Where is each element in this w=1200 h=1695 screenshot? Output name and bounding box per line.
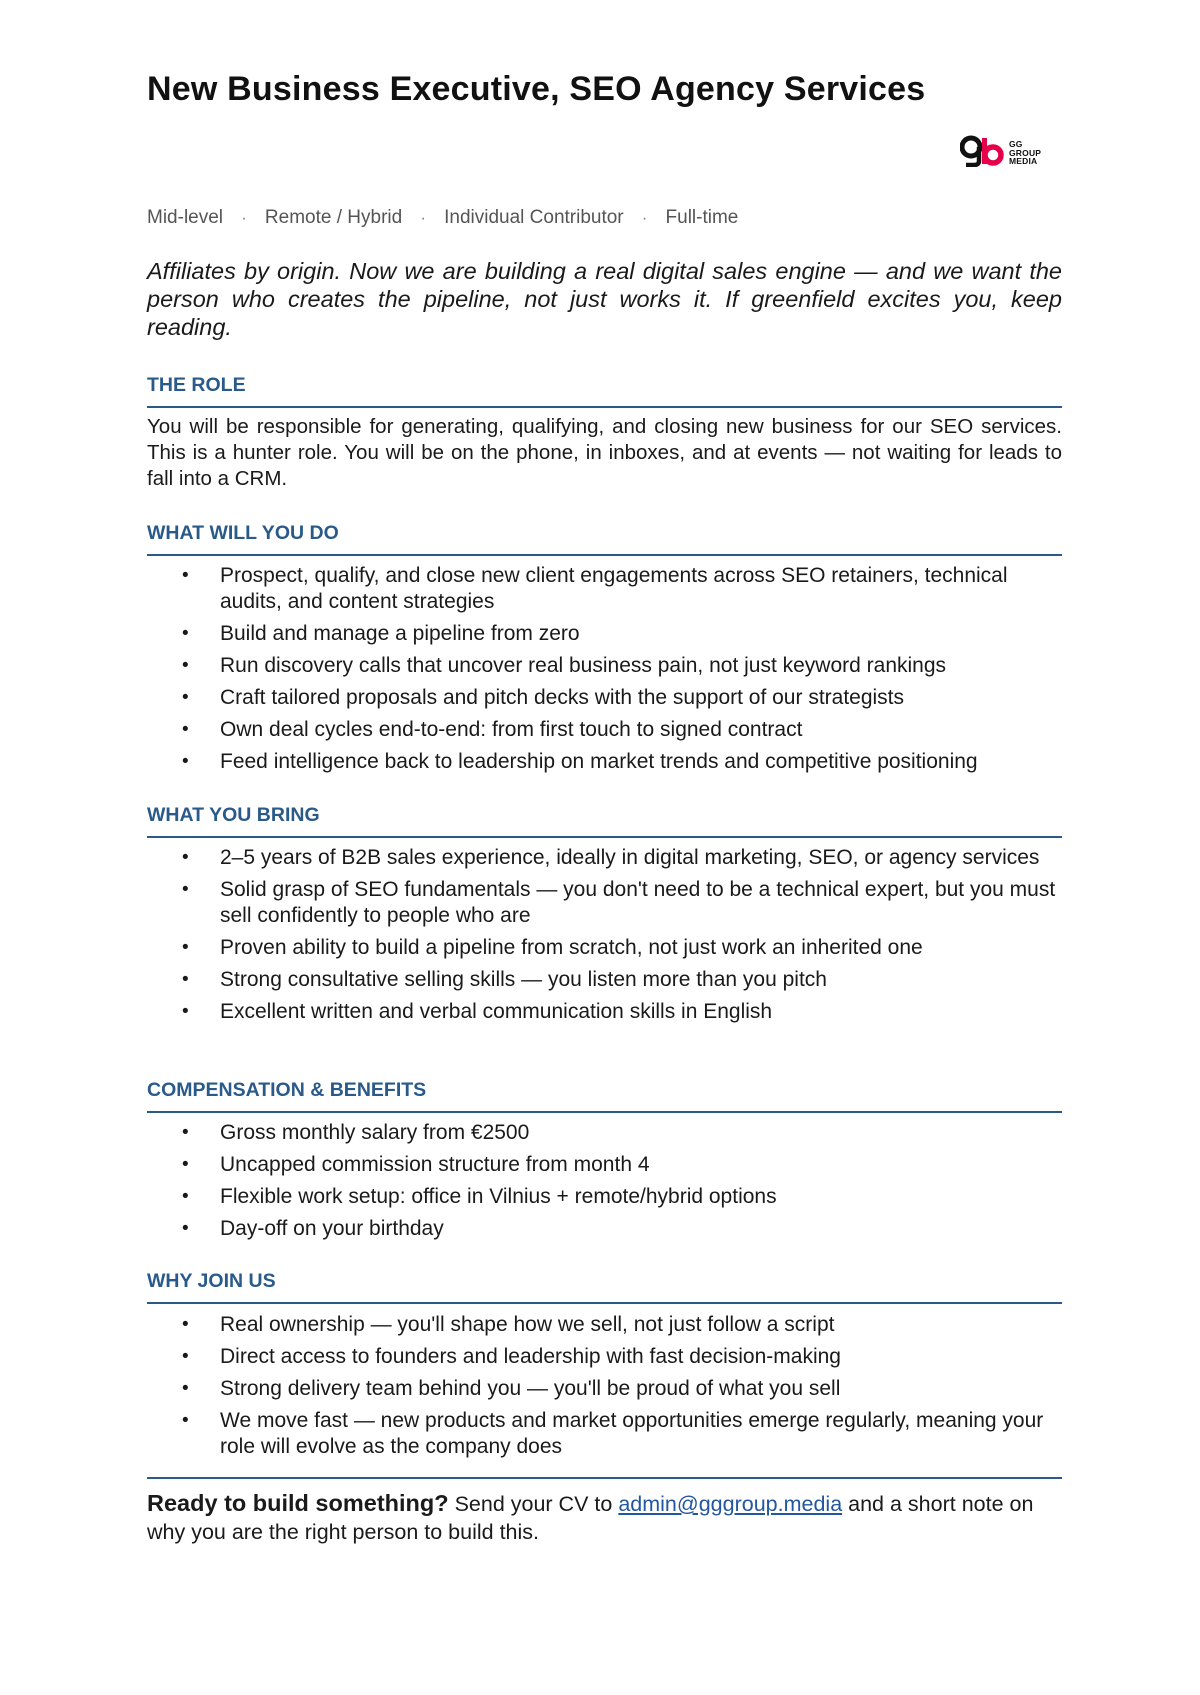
requirements-list — [147, 845, 1062, 1031]
list-item: • Real ownership — you'll shape how we sell, not just follow a script — [147, 1312, 1062, 1338]
why-join-list — [147, 1312, 1062, 1466]
logo-mark-icon — [960, 135, 1006, 167]
meta-separator: · — [641, 210, 648, 227]
list-item: • Solid grasp of SEO fundamentals — you don't need to be a technical expert, but you must sell confidently to people who are — [147, 877, 1062, 929]
list-item: • Proven ability to build a pipeline from scratch, not just work an inherited one — [147, 935, 1062, 961]
section-heading-what-will-you-do: WHAT WILL YOU DO — [147, 522, 1062, 556]
cta-before-email: Send your CV to — [454, 1492, 613, 1516]
list-item: • Strong consultative selling skills — you listen more than you pitch — [147, 967, 1062, 993]
logo-line: GROUP — [1009, 147, 1042, 158]
role-description: You will be responsible for generating, qualifying, and closing new business for our SEO services. This is a hunter role. You will be on the phone, in inboxes, and at events — not waiting for leads to fall into a CRM. — [147, 415, 1062, 490]
section-heading-compensation: COMPENSATION & BENEFITS — [147, 1079, 1062, 1113]
section-heading-why-join-us: WHY JOIN US — [147, 1270, 1062, 1304]
page-title: New Business Executive, SEO Agency Services — [147, 70, 926, 108]
list-item: • Strong delivery team behind you — you'll be proud of what you sell — [147, 1376, 1062, 1402]
logo-wordmark — [1009, 140, 1041, 166]
list-item: • Prospect, qualify, and close new client engagements across SEO retainers, technical audits, and content strategies — [147, 563, 1062, 615]
list-item: • Uncapped commission structure from month 4 — [147, 1152, 1062, 1178]
list-item: • Craft tailored proposals and pitch decks with the support of our strategists — [147, 685, 1062, 711]
meta-separator: · — [420, 210, 426, 227]
list-item: • Excellent written and verbal communication skills in English — [147, 999, 1062, 1025]
gg-group-media-logo — [960, 135, 1050, 171]
meta-separator: · — [241, 210, 247, 227]
list-item: • Run discovery calls that uncover real business pain, not just keyword rankings — [147, 653, 1062, 679]
list-item: • Day-off on your birthday — [147, 1216, 1062, 1242]
logo-line: MEDIA — [1009, 156, 1038, 166]
logo-line: GG — [1009, 139, 1023, 149]
section-divider — [147, 1477, 1062, 1479]
responsibilities-list — [147, 563, 1062, 781]
job-meta — [147, 207, 738, 229]
meta-location: Remote / Hybrid — [264, 207, 403, 228]
list-item: • Own deal cycles end-to-end: from first touch to signed contract — [147, 717, 1062, 743]
intro-text: Affiliates by origin. Now we are building a real digital sales engine — and we want the person who creates the pipeline, not just works it. If greenfield excites you, keep reading. — [147, 258, 1062, 340]
meta-role-type: Individual Contributor — [444, 207, 624, 228]
list-item: • Feed intelligence back to leadership on market trends and competitive positioning — [147, 749, 1062, 775]
benefits-list — [147, 1120, 1062, 1248]
list-item: • Gross monthly salary from €2500 — [147, 1120, 1062, 1146]
section-heading-what-you-bring: WHAT YOU BRING — [147, 804, 1062, 838]
meta-level: Mid-level — [147, 207, 224, 228]
meta-employment: Full-time — [665, 207, 739, 228]
section-heading-role: THE ROLE — [147, 374, 1062, 408]
cta-lead: Ready to build something? — [147, 1490, 449, 1516]
cta-after-email: and a short note on why you are the right person to build this. — [147, 1492, 1034, 1544]
call-to-action — [147, 1489, 1062, 1546]
list-item: • Direct access to founders and leadership with fast decision-making — [147, 1344, 1062, 1370]
list-item: • Flexible work setup: office in Vilnius + remote/hybrid options — [147, 1184, 1062, 1210]
list-item: • 2–5 years of B2B sales experience, ideally in digital marketing, SEO, or agency services — [147, 845, 1062, 871]
contact-email-link[interactable]: admin@gggroup.media — [618, 1492, 843, 1516]
list-item: • We move fast — new products and market opportunities emerge regularly, meaning your role will evolve as the company does — [147, 1408, 1062, 1460]
list-item: • Build and manage a pipeline from zero — [147, 621, 1062, 647]
